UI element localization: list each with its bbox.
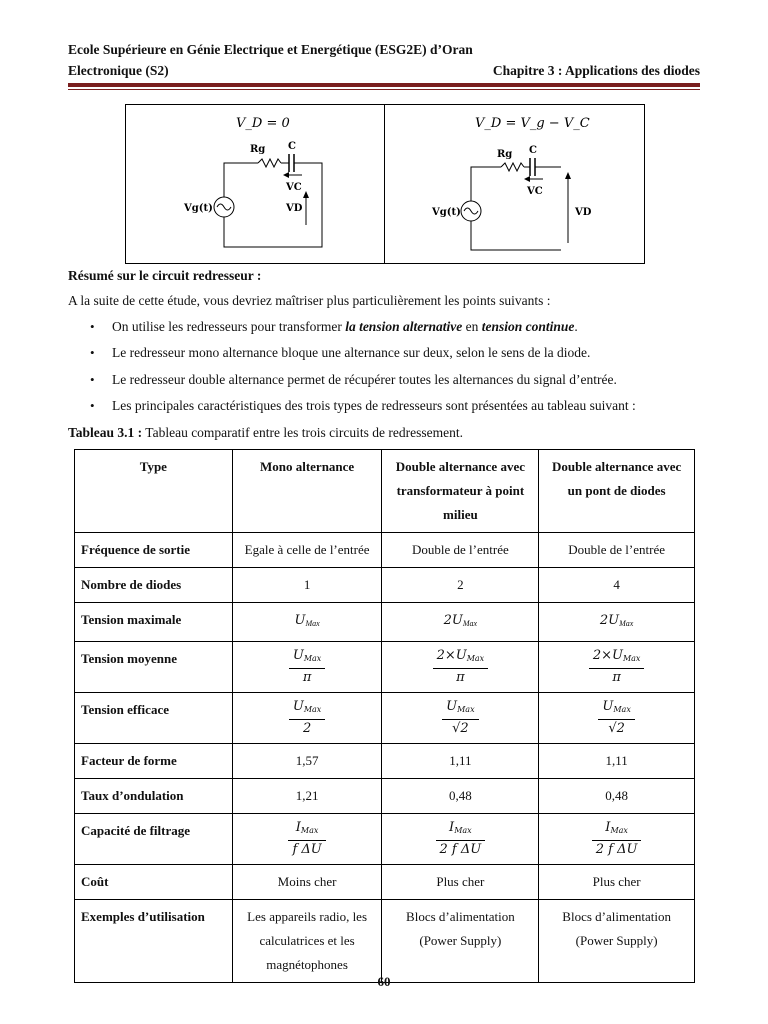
vc-arrowhead <box>524 176 530 182</box>
cell: 1,21 <box>232 779 382 814</box>
header-course: Electronique (S2) <box>68 63 169 78</box>
cell: Egale à celle de l’entrée <box>232 533 382 568</box>
label-vg: Vg(t) <box>432 207 461 218</box>
cell: 0,48 <box>539 779 695 814</box>
bullet-emphasis: la tension alternative <box>345 319 463 334</box>
row-label: Coût <box>75 865 233 900</box>
label-vd: VD <box>286 203 303 214</box>
table-row <box>75 779 695 814</box>
cell <box>382 642 539 693</box>
table-row <box>75 568 695 603</box>
header-double-transfo: Double alternance avec transformateur à point milieu <box>382 450 539 533</box>
cell <box>232 814 382 865</box>
cell <box>382 693 539 744</box>
row-label: Facteur de forme <box>75 744 233 779</box>
circuit-right-diagram <box>385 105 644 263</box>
summary-bullets <box>68 319 708 424</box>
comparison-table <box>74 449 695 983</box>
label-vc: VC <box>527 186 543 197</box>
summary-title: Résumé sur le circuit redresseur : <box>68 268 262 283</box>
cell: Plus cher <box>539 865 695 900</box>
table-row <box>75 865 695 900</box>
label-vg: Vg(t) <box>184 203 213 214</box>
cell <box>232 603 382 642</box>
circuit-right-equation: V_D = V_g − V_C <box>475 116 590 131</box>
bullet-text: On utilise les redresseurs pour transformer <box>112 319 346 334</box>
vd-arrowhead <box>303 191 309 198</box>
formula: 2U <box>443 613 463 628</box>
header-rule-thick <box>68 83 700 87</box>
vc-arrowhead <box>283 172 289 178</box>
circuit-left <box>126 105 385 263</box>
header-mono: Mono alternance <box>232 450 382 533</box>
bullet-text: . <box>574 319 578 334</box>
header-rule-thin <box>68 89 700 90</box>
label-vd: VD <box>575 207 592 218</box>
label-c: C <box>529 145 537 156</box>
cell: Double de l’entrée <box>382 533 539 568</box>
formula: U <box>294 613 306 628</box>
row-label: Fréquence de sortie <box>75 533 233 568</box>
row-label: Capacité de filtrage <box>75 814 233 865</box>
cell <box>539 693 695 744</box>
row-label: Tension efficace <box>75 693 233 744</box>
resistor-rg <box>501 163 524 171</box>
header-chapter: Chapitre 3 : Applications des diodes <box>492 63 700 78</box>
cell <box>232 642 382 693</box>
cell: Les appareils radio, les calculatrices et les magnétophones <box>232 900 382 983</box>
formula: 2U <box>599 613 620 628</box>
circuit-figures <box>125 104 645 264</box>
table-row <box>75 744 695 779</box>
cell <box>539 814 695 865</box>
cell: 2 <box>382 568 539 603</box>
wire <box>224 163 322 247</box>
fraction: $\frac{I_{Max}}{\text{f ΔU}}$ <box>288 819 325 859</box>
fraction: $\frac{I_{Max}}{\text{2 f ΔU}}$ <box>436 819 486 859</box>
bullet-item: • Le redresseur double alternance permet de récupérer toutes les alternances du signal d’entrée. <box>68 372 708 398</box>
cell <box>539 642 695 693</box>
table-caption-text: Tableau comparatif entre les trois circuits de redressement. <box>142 425 463 440</box>
header-double-pont: Double alternance avec un pont de diodes <box>539 450 695 533</box>
bullet-text: en <box>462 319 482 334</box>
formula-sub: Max <box>305 619 320 628</box>
cell: Blocs d’alimentation (Power Supply) <box>382 900 539 983</box>
wire <box>224 163 258 197</box>
label-rg: Rg <box>250 144 266 155</box>
cell: 4 <box>539 568 695 603</box>
cell: Moins cher <box>232 865 382 900</box>
source-sine <box>217 204 231 210</box>
header-type: Type <box>75 450 233 533</box>
row-label: Nombre de diodes <box>75 568 233 603</box>
row-label: Exemples d’utilisation <box>75 900 233 983</box>
bullet-item: • Les principales caractéristiques des trois types de redresseurs sont présentées au tableau suivant : <box>68 398 708 424</box>
cell: 0,48 <box>382 779 539 814</box>
fraction: $\frac{U_{Max}}{√2}$ <box>598 698 634 738</box>
cell <box>539 603 695 642</box>
table-row <box>75 814 695 865</box>
row-label: Taux d’ondulation <box>75 779 233 814</box>
circuit-left-equation: V_D = 0 <box>236 116 290 131</box>
bullet-emphasis: tension continue <box>481 319 575 334</box>
row-label: Tension maximale <box>75 603 233 642</box>
cell: 1,57 <box>232 744 382 779</box>
circuit-right <box>385 105 644 263</box>
fraction: $\frac{2\times U_{Max}}{\pi}$ <box>589 647 645 687</box>
bullet-item: • Le redresseur mono alternance bloque une alternance sur deux, selon le sens de la diode. <box>68 345 708 371</box>
cell <box>382 814 539 865</box>
fraction: $\frac{U_{Max}}{\pi}$ <box>289 647 325 687</box>
cell: 1,11 <box>382 744 539 779</box>
table-row <box>75 693 695 744</box>
source-sine <box>464 208 478 214</box>
table-row <box>75 603 695 642</box>
cell: Double de l’entrée <box>539 533 695 568</box>
summary-intro: A la suite de cette étude, vous devriez maîtriser plus particulièrement les points suivants : <box>68 293 551 308</box>
header-school: Ecole Supérieure en Génie Electrique et Energétique (ESG2E) d’Oran <box>68 42 473 57</box>
table-row <box>75 533 695 568</box>
header-line2 <box>68 63 700 79</box>
cell <box>232 693 382 744</box>
label-c: C <box>288 141 296 152</box>
table-row <box>75 900 695 983</box>
fraction: $\frac{I_{Max}}{\text{2 f ΔU}}$ <box>592 819 642 859</box>
cell: 1,11 <box>539 744 695 779</box>
label-vc: VC <box>286 182 302 193</box>
fraction: $\frac{2\times U_{Max}}{\pi}$ <box>433 647 489 687</box>
fraction: $\frac{U_{Max}}{2}$ <box>289 698 325 738</box>
table-caption-label: Tableau 3.1 : <box>68 425 143 440</box>
cell: Plus cher <box>382 865 539 900</box>
table-header-row <box>75 450 695 533</box>
resistor-rg <box>258 159 281 167</box>
cell: Blocs d’alimentation (Power Supply) <box>539 900 695 983</box>
label-rg: Rg <box>497 149 513 160</box>
table-caption <box>68 425 463 441</box>
page-number: 60 <box>377 974 391 989</box>
fraction: $\frac{U_{Max}}{√2}$ <box>442 698 478 738</box>
cell: 1 <box>232 568 382 603</box>
table-row <box>75 642 695 693</box>
bullet-item <box>68 319 708 345</box>
circuit-left-diagram <box>126 105 384 263</box>
formula-sub: Max <box>619 619 634 628</box>
cell <box>382 603 539 642</box>
wire <box>471 221 561 250</box>
row-label: Tension moyenne <box>75 642 233 693</box>
vd-arrowhead <box>565 172 571 179</box>
wire <box>471 167 501 201</box>
formula-sub: Max <box>462 619 478 628</box>
